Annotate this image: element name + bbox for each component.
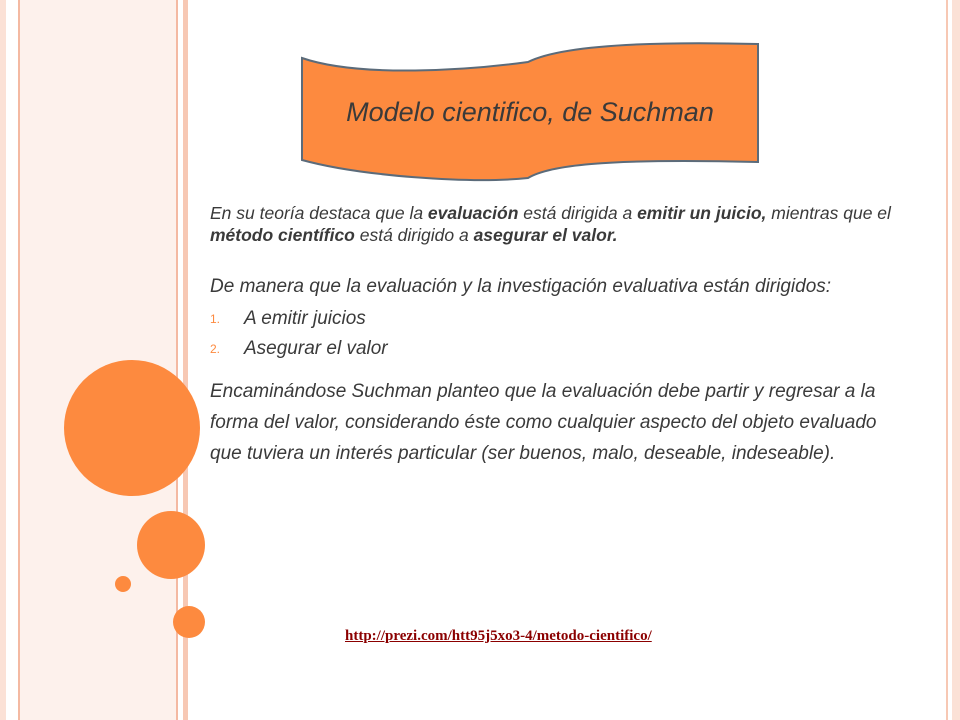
paragraph-theory: En su teoría destaca que la evaluación está dirigida a emitir un juicio, mientras que el método científico está dirigido a asegurar el valor. <box>210 203 891 245</box>
slide-body <box>210 202 900 469</box>
list-item: 2. Asegurar el valor <box>210 338 388 359</box>
source-link[interactable]: http://prezi.com/htt95j5xo3-4/metodo-cientifico/ <box>345 628 652 644</box>
paragraph-suchman: Encaminándose Suchman planteo que la evaluación debe partir y regresar a la forma del valor, considerando éste como cualquier aspecto del objeto evaluado que tuviera un interés particular (ser buenos, malo, deseable, indeseable). <box>210 381 877 464</box>
list-item: 1. A emitir juicios <box>210 308 366 329</box>
numbered-list <box>210 304 900 364</box>
paragraph-directed: De manera que la evaluación y la investigación evaluativa están dirigidos: <box>210 276 832 297</box>
slide-title: Modelo cientifico, de Suchman <box>346 97 714 127</box>
